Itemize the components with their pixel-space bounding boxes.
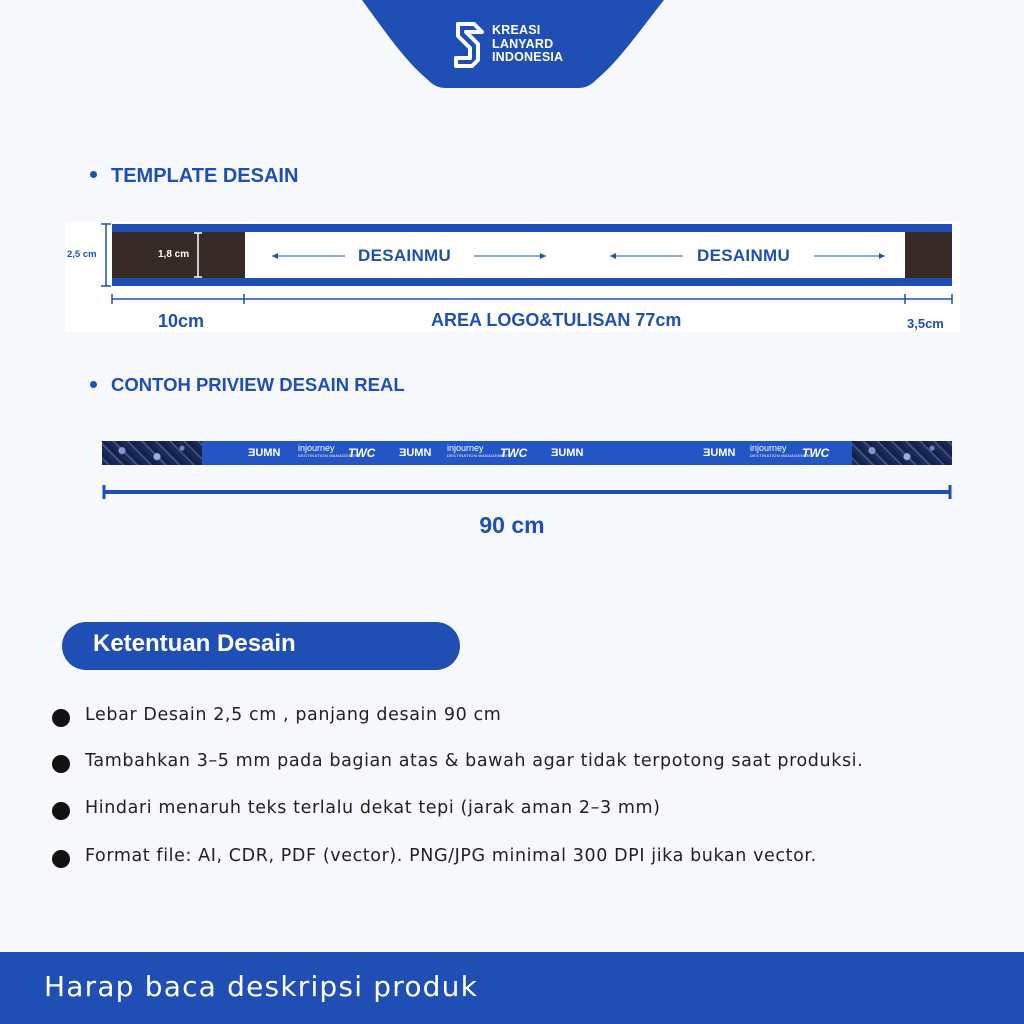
rule-text: Hindari menaruh teks terlalu dekat tepi (jarak aman 2–3 mm) bbox=[85, 798, 661, 818]
bumn-logo: ƎUMN bbox=[551, 447, 584, 459]
design-placeholder-1: DESAINMU bbox=[358, 246, 452, 265]
twc-logo: TWC bbox=[500, 446, 528, 460]
injourney-logo-text: injourney bbox=[447, 443, 484, 453]
bullet-icon bbox=[52, 802, 70, 820]
injourney-logo-sub: DESTINATION MANAGEMENT bbox=[447, 453, 510, 458]
bullet-icon bbox=[52, 850, 70, 868]
injourney-logo-sub: DESTINATION MANAGEMENT bbox=[750, 453, 813, 458]
twc-logo: TWC bbox=[802, 446, 830, 460]
design-area-label: AREA LOGO&TULISAN 77cm bbox=[431, 310, 682, 330]
injourney-logo-text: injourney bbox=[750, 443, 787, 453]
rule-text: Tambahkan 3–5 mm pada bagian atas & bawah agar tidak terpotong saat produksi. bbox=[85, 751, 864, 771]
brand-line-1: KREASI bbox=[492, 23, 541, 37]
injourney-logo-text: injourney bbox=[298, 443, 335, 453]
preview-title-text: CONTOH PRIVIEW DESAIN REAL bbox=[111, 374, 405, 395]
batik-pattern-left bbox=[102, 441, 202, 465]
total-length-line bbox=[0, 480, 1024, 510]
template-dimension-lines bbox=[0, 0, 1024, 340]
preview-section-title bbox=[90, 374, 405, 396]
bumn-logo: ƎUMN bbox=[703, 447, 736, 459]
batik-pattern-right bbox=[852, 441, 952, 465]
rules-title: Ketentuan Desain bbox=[93, 630, 296, 657]
bumn-logo: ƎUMN bbox=[248, 447, 281, 459]
twc-logo: TWC bbox=[348, 446, 376, 460]
design-placeholder-2: DESAINMU bbox=[697, 246, 791, 265]
lanyard-preview-strip bbox=[102, 441, 952, 465]
left-length-label: 10cm bbox=[158, 311, 205, 331]
footer-text: Harap baca deskripsi produk bbox=[44, 970, 479, 1003]
total-length-label: 90 cm bbox=[479, 512, 545, 538]
injourney-logo-sub: DESTINATION MANAGEMENT bbox=[298, 453, 361, 458]
height-label: 2,5 cm bbox=[67, 249, 97, 260]
brand-line-3: INDONESIA bbox=[492, 50, 564, 64]
inner-height-label: 1,8 cm bbox=[158, 249, 190, 260]
bullet-icon bbox=[52, 755, 70, 773]
bullet-icon bbox=[90, 381, 97, 388]
brand-line-2: LANYARD bbox=[492, 36, 554, 51]
template-title-text: TEMPLATE DESAIN bbox=[111, 165, 299, 187]
bumn-logo: ƎUMN bbox=[399, 447, 432, 459]
rule-text: Lebar Desain 2,5 cm , panjang desain 90 cm bbox=[85, 705, 502, 725]
bullet-icon bbox=[52, 709, 70, 727]
right-length-label: 3,5cm bbox=[907, 316, 944, 331]
rule-text: Format file: AI, CDR, PDF (vector). PNG/JPG minimal 300 DPI jika bukan vector. bbox=[85, 846, 817, 866]
